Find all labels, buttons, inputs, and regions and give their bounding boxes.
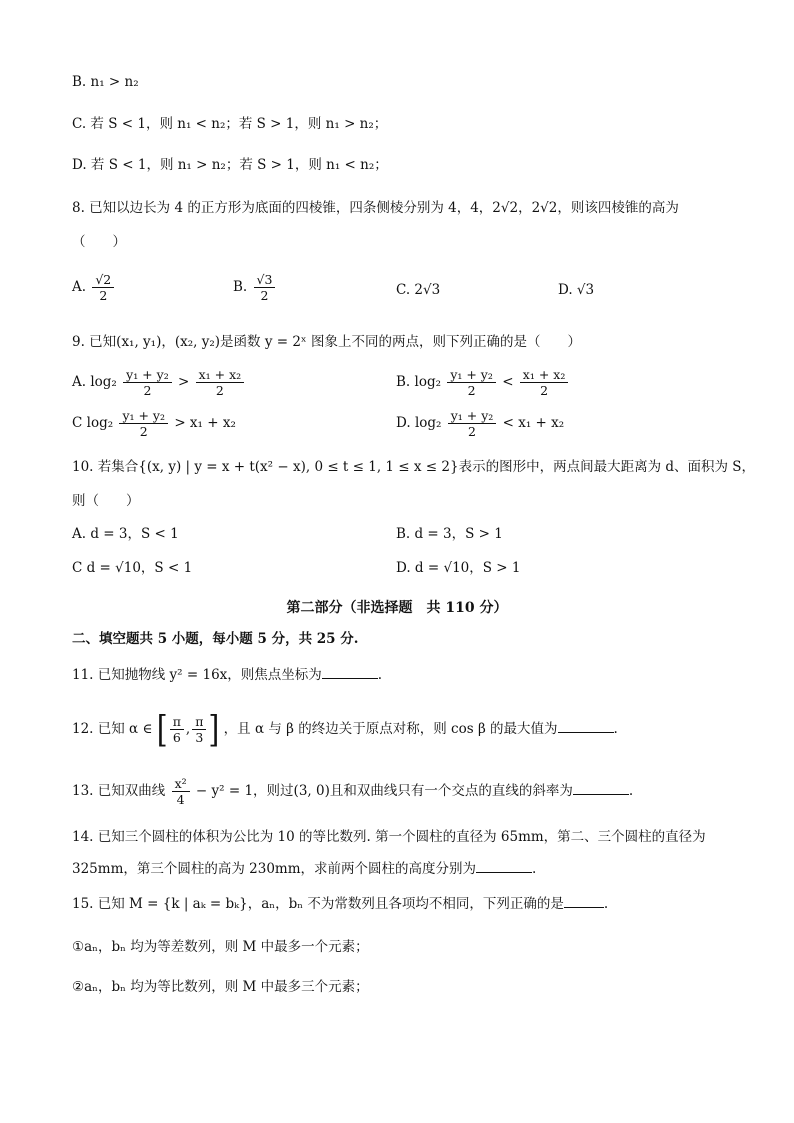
q7-option-d: D. 若 S < 1，则 n₁ > n₂；若 S > 1，则 n₁ < n₂； bbox=[72, 157, 388, 173]
answer-blank bbox=[476, 860, 532, 873]
log-text: log₂ bbox=[86, 415, 114, 431]
numerator: π bbox=[170, 714, 184, 730]
denominator: 2 bbox=[540, 383, 549, 398]
q11-end: . bbox=[377, 667, 383, 683]
q15-text: 15. 已知 M = {k | aₖ = bₖ}，aₙ，bₙ 不为常数列且各项均不相同，下列正确的是 bbox=[72, 896, 564, 912]
denominator: 3 bbox=[195, 730, 204, 745]
denominator: 2 bbox=[143, 383, 152, 398]
numerator: x₁ + x₂ bbox=[520, 367, 569, 383]
relation-rhs: > x₁ + x₂ bbox=[174, 415, 236, 431]
part-two-title: 第二部分（非选择题 共 110 分） bbox=[286, 600, 508, 616]
answer-blank bbox=[558, 720, 614, 733]
q12-pre: 12. 已知 α ∈ bbox=[72, 721, 153, 737]
numerator: x₁ + x₂ bbox=[196, 367, 245, 383]
q9-option-d bbox=[396, 408, 564, 439]
denominator: 4 bbox=[176, 792, 185, 807]
q10-option-d: D. d = √10，S > 1 bbox=[396, 560, 521, 576]
fraction bbox=[196, 367, 245, 398]
log-text: log₂ bbox=[90, 374, 117, 390]
q9-option-c bbox=[72, 408, 236, 439]
fraction bbox=[170, 714, 184, 745]
right-bracket: ] bbox=[208, 707, 220, 751]
q12-post: ，且 α 与 β 的终边关于原点对称，则 cos β 的最大值为 bbox=[223, 721, 558, 737]
denominator: 6 bbox=[172, 730, 181, 745]
fraction bbox=[448, 408, 497, 439]
q10-option-c: C d = √10，S < 1 bbox=[72, 560, 193, 576]
numerator: √3 bbox=[254, 272, 276, 288]
option-label: A. bbox=[72, 279, 87, 295]
log-text: log₂ bbox=[414, 415, 442, 431]
q10-option-a: A. d = 3，S < 1 bbox=[72, 526, 179, 542]
q10-stem: 10. 若集合{(x, y) | y = x + t(x² − x), 0 ≤ t ≤ 1, 1 ≤ x ≤ 2}表示的图形中，两点间最大距离为 d、面积为 S， bbox=[72, 459, 756, 475]
numerator: y₁ + y₂ bbox=[448, 408, 497, 424]
fraction bbox=[520, 367, 569, 398]
q12: 12. 已知 α ∈ [ $\frac{\pi}{6}$ , $\frac{\pi}{3}$ ] ，且 α 与 β 的终边关于原点对称，则 cos β 的最大值为 . bbox=[72, 707, 618, 751]
fraction bbox=[447, 367, 496, 398]
q8-stem: 8. 已知以边长为 4 的正方形为底面的四棱锥，四条侧棱分别为 4，4，2√2，2√2，则该四棱锥的高为 bbox=[72, 200, 679, 216]
q11 bbox=[72, 665, 382, 685]
fraction bbox=[192, 714, 206, 745]
q14-line-1: 14. 已知三个圆柱的体积为公比为 10 的等比数列. 第一个圆柱的直径为 65mm，第二、三个圆柱的直径为 bbox=[72, 829, 706, 845]
q8-option-d: D. √3 bbox=[558, 282, 595, 298]
q7-option-b: B. n₁ > n₂ bbox=[72, 74, 139, 90]
denominator: 2 bbox=[468, 424, 476, 439]
q14-end: . bbox=[532, 861, 537, 877]
q11-text: 11. 已知抛物线 y² = 16x，则焦点坐标为 bbox=[72, 667, 322, 683]
numerator: y₁ + y₂ bbox=[123, 367, 172, 383]
q13-end: . bbox=[628, 783, 634, 799]
q15-item-1: ①aₙ，bₙ 均为等差数列，则 M 中最多一个元素； bbox=[72, 939, 369, 955]
relation-rhs: < x₁ + x₂ bbox=[502, 415, 565, 431]
denominator: 2 bbox=[139, 424, 148, 439]
answer-blank bbox=[322, 666, 378, 679]
q12-end: . bbox=[613, 721, 618, 737]
denominator: 2 bbox=[215, 383, 224, 398]
q8-option-b bbox=[233, 272, 277, 303]
numerator: x² bbox=[172, 776, 190, 792]
fraction bbox=[92, 272, 114, 303]
q13-post: − y² = 1，则过(3, 0)且和双曲线只有一个交点的直线的斜率为 bbox=[195, 783, 573, 799]
denominator: 2 bbox=[99, 288, 108, 303]
q8-option-c: C. 2√3 bbox=[396, 282, 441, 298]
answer-blank bbox=[573, 782, 629, 795]
q14-text: 325mm，第三个圆柱的高为 230mm，求前两个圆柱的高度分别为 bbox=[72, 861, 477, 877]
q8-paren: （ ） bbox=[72, 234, 126, 250]
q9-option-b bbox=[396, 367, 570, 398]
q13-pre: 13. 已知双曲线 bbox=[72, 783, 166, 799]
q15-item-2: ②aₙ，bₙ 均为等比数列，则 M 中最多三个元素； bbox=[72, 979, 369, 995]
q9-stem: 9. 已知(x₁, y₁)，(x₂, y₂)是函数 y = 2ˣ 图象上不同的两点，则下列正确的是（ ） bbox=[72, 334, 581, 350]
q10-option-b: B. d = 3，S > 1 bbox=[396, 526, 503, 542]
fraction bbox=[119, 408, 168, 439]
option-label: D. bbox=[396, 415, 411, 431]
option-label: B. bbox=[396, 374, 411, 390]
numerator: y₁ + y₂ bbox=[447, 367, 496, 383]
fraction bbox=[254, 272, 276, 303]
q13 bbox=[72, 776, 633, 807]
q15-end: . bbox=[603, 896, 609, 912]
q15-stem bbox=[72, 894, 608, 914]
option-label: A. bbox=[72, 374, 87, 390]
fraction bbox=[172, 776, 190, 807]
q9-option-a bbox=[72, 367, 246, 398]
option-label: B. bbox=[233, 279, 248, 295]
q10-stem-2: 则（ ） bbox=[72, 493, 140, 509]
q7-option-c: C. 若 S < 1，则 n₁ < n₂；若 S > 1，则 n₁ > n₂； bbox=[72, 116, 388, 132]
denominator: 2 bbox=[467, 383, 476, 398]
numerator: √2 bbox=[92, 272, 114, 288]
log-text: log₂ bbox=[414, 374, 442, 390]
relation: > bbox=[178, 374, 190, 390]
denominator: 2 bbox=[260, 288, 269, 303]
relation: < bbox=[502, 374, 514, 390]
answer-blank bbox=[564, 895, 604, 908]
numerator: π bbox=[192, 714, 206, 730]
left-bracket: [ bbox=[156, 707, 168, 751]
section-heading: 二、填空题共 5 小题，每小题 5 分，共 25 分. bbox=[72, 631, 359, 647]
option-label: C bbox=[72, 415, 83, 431]
q8-option-a bbox=[72, 272, 116, 303]
q14-line-2 bbox=[72, 859, 536, 879]
numerator: y₁ + y₂ bbox=[119, 408, 168, 424]
fraction bbox=[123, 367, 172, 398]
